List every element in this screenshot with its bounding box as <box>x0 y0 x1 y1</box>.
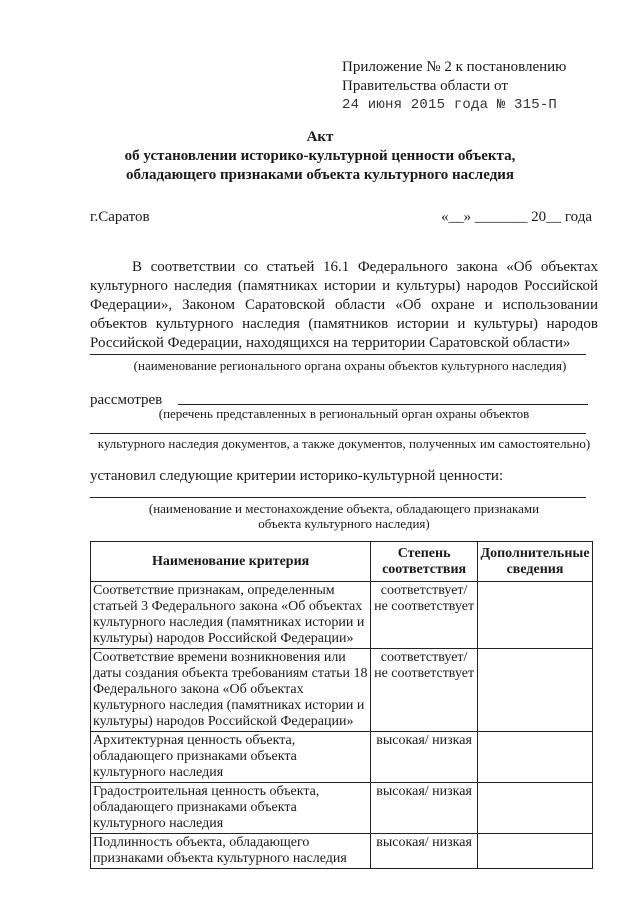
criterion-cell: Соответствие признакам, определенным статьей 3 Федерального закона «Об объектах культурного наследия (памятниках истории и культуры) народов Российской Федерации» <box>91 582 371 649</box>
preamble-text: В соответствии со статьей 16.1 Федерального закона «Об объектах культурного наследия (памятниках истории и культуры) народов Российской Федерации», Законом Саратовской области «Об охране и использовании объектов культурного наследия (памятников истории и культуры) народов Российской Федерации, находящихся на территории Саратовской области» <box>90 259 598 351</box>
extra-cell <box>478 783 593 834</box>
criterion-cell: Архитектурная ценность объекта, обладающего признаками объекта культурного наследия <box>91 732 371 783</box>
caption-object-2: объекта культурного наследия) <box>258 516 430 531</box>
criterion-cell: Подлинность объекта, обладающего признаками объекта культурного наследия <box>91 834 371 869</box>
document-title: Акт <box>306 129 334 145</box>
extra-cell <box>478 834 593 869</box>
header-extra: Дополнительные сведения <box>478 542 593 582</box>
date-placeholder: «__» _______ 20__ года <box>441 209 592 225</box>
header-criterion: Наименование критерия <box>91 542 371 582</box>
annex-line-2: Правительства области от <box>342 78 508 94</box>
table-header-row <box>91 542 593 582</box>
caption-docs-1: (перечень представленных в региональный орган охраны объектов <box>158 406 530 421</box>
criterion-cell: Градостроительная ценность объекта, обладающего признаками объекта культурного наследия <box>91 783 371 834</box>
table-row <box>91 732 593 783</box>
document-subtitle-1: об установлении историко-культурной ценности объекта, <box>124 148 516 164</box>
caption-docs-2: культурного наследия документов, а также документов, полученных им самостоятельно) <box>97 436 591 451</box>
reviewed-label: рассмотрев <box>90 392 163 408</box>
document-subtitle-2: обладающего признаками объекта культурного наследия <box>125 167 515 183</box>
table-row <box>91 834 593 869</box>
table-row <box>91 783 593 834</box>
organ-fill-line <box>90 354 586 355</box>
established-text: установил следующие критерии историко-культурной ценности: <box>90 468 504 484</box>
criteria-table <box>90 541 593 869</box>
degree-cell: высокая/ низкая <box>371 732 478 783</box>
degree-cell: соответствует/ не соответствует <box>371 582 478 649</box>
degree-cell: высокая/ низкая <box>371 783 478 834</box>
caption-object-1: (наименование и местонахождение объекта, обладающего признаками <box>148 501 540 516</box>
reviewed-fill-line <box>178 404 588 405</box>
header-degree: Степень соответствия <box>371 542 478 582</box>
annex-line-1: Приложение № 2 к постановлению <box>342 59 567 75</box>
extra-cell <box>478 649 593 732</box>
table-row <box>91 582 593 649</box>
extra-cell <box>478 732 593 783</box>
object-fill-line <box>90 497 586 498</box>
degree-cell: соответствует/ не соответствует <box>371 649 478 732</box>
criterion-cell: Соответствие времени возникновения или даты создания объекта требованиям статьи 18 Федерального закона «Об объектах культурного наследия (памятниках истории и культуры) народов Российской Федерации» <box>91 649 371 732</box>
annex-date-stamp: 24 июня 2015 года № 315-П <box>342 97 558 113</box>
degree-cell: высокая/ низкая <box>371 834 478 869</box>
annex-header <box>342 58 566 115</box>
caption-organ: (наименование регионального органа охраны объектов культурного наследия) <box>133 358 567 373</box>
preamble <box>90 258 598 353</box>
docs-fill-line <box>90 433 586 434</box>
table-row <box>91 649 593 732</box>
extra-cell <box>478 582 593 649</box>
place-name: г.Саратов <box>90 209 150 225</box>
